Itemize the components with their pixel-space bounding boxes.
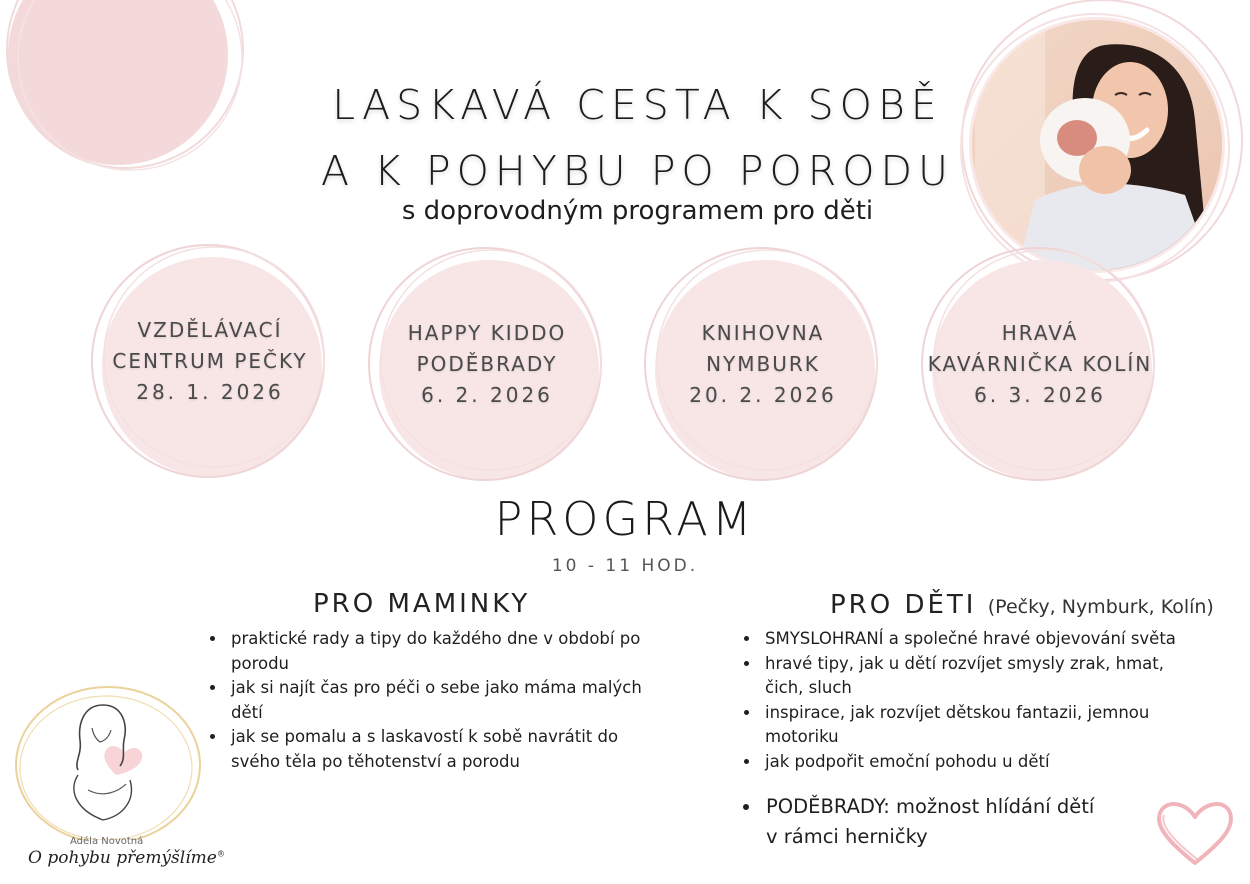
subtitle: s doprovodným programem pro děti xyxy=(401,196,874,226)
kids-heading xyxy=(830,590,1214,620)
kids-list xyxy=(731,627,1186,774)
venue-name-line-2: KAVÁRNIČKA KOLÍN xyxy=(927,352,1153,376)
venue-pecky xyxy=(90,243,330,483)
kids-heading-note: (Pečky, Nymburk, Kolín) xyxy=(987,596,1214,618)
list-item: • SMYSLOHRANÍ a společné hravé objevování světa xyxy=(761,627,1186,652)
heart-icon xyxy=(1150,795,1240,870)
venue-name-line-2: CENTRUM PEČKY xyxy=(112,349,308,373)
venue-name-line-1: HRAVÁ xyxy=(1001,321,1079,345)
brand-logo xyxy=(8,680,225,880)
decorative-pink-circle xyxy=(0,0,260,175)
title-line-1: LASKAVÁ CESTA K SOBĚ xyxy=(332,81,943,129)
venue-date: 20. 2. 2026 xyxy=(689,383,837,407)
venue-name-line-1: HAPPY KIDDO xyxy=(407,321,567,345)
title-line-2: A K POHYBU PO PORODU xyxy=(320,147,955,195)
logo-tagline-text: O pohybu přemýšlíme xyxy=(28,848,217,868)
list-item: • inspirace, jak rozvíjet dětskou fantazii, jemnou motoriku xyxy=(761,701,1186,750)
logo-illustration xyxy=(8,680,208,840)
list-item-babysitting: • PODĚBRADY: možnost hlídání dětí v rámci herničky xyxy=(762,792,1102,852)
list-item: • jak si najít čas pro péči o sebe jako máma malých dětí xyxy=(227,676,657,725)
logo-name: Adéla Novotná xyxy=(70,836,144,847)
logo-tagline xyxy=(28,848,225,868)
program-time: 10 - 11 HOD. xyxy=(551,556,699,576)
list-item: • hravé tipy, jak u dětí rozvíjet smysly zrak, hmat, čich, sluch xyxy=(761,652,1186,701)
moms-heading xyxy=(313,589,530,619)
venue-nymburk xyxy=(643,246,883,486)
venue-name-line-2: NYMBURK xyxy=(706,352,820,376)
venue-date: 6. 3. 2026 xyxy=(974,383,1106,407)
kids-heading-text: PRO DĚTI xyxy=(830,590,977,620)
venue-podebrady xyxy=(367,246,607,486)
venue-name-line-1: VZDĚLÁVACÍ xyxy=(137,318,283,342)
kids-extra xyxy=(732,792,1102,852)
venue-name-line-1: KNIHOVNA xyxy=(701,321,825,345)
page-title xyxy=(280,72,995,204)
moms-list xyxy=(197,627,657,774)
list-item: • jak se pomalu a s laskavostí k sobě navrátit do svého těla po těhotenství a porodu xyxy=(227,725,657,774)
venue-kolin xyxy=(920,246,1160,486)
venue-name-line-2: PODĚBRADY xyxy=(416,352,558,376)
list-item: • praktické rady a tipy do každého dne v období po porodu xyxy=(227,627,657,676)
venue-date: 6. 2. 2026 xyxy=(421,383,553,407)
venue-date: 28. 1. 2026 xyxy=(136,380,284,404)
moms-heading-text: PRO MAMINKY xyxy=(313,589,531,619)
program-heading: PROGRAM xyxy=(494,492,756,546)
registered-mark: ® xyxy=(216,849,225,859)
list-item: • jak podpořit emoční pohodu u dětí xyxy=(761,750,1186,775)
